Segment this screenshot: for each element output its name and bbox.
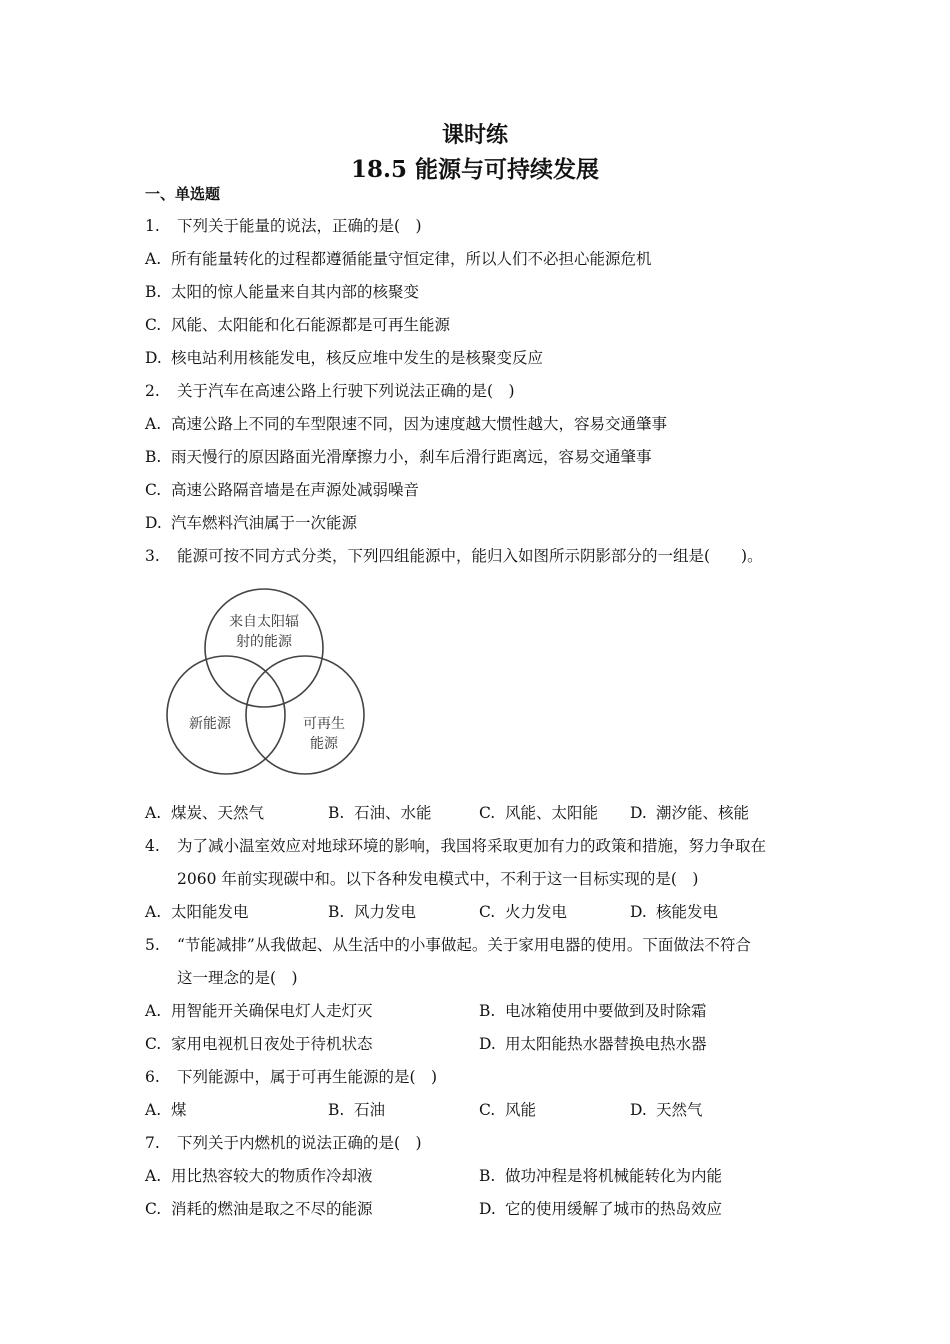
page-subtitle: 18.5 能源与可持续发展: [350, 156, 600, 183]
q3-option-d: D. 潮汐能、核能: [630, 804, 750, 822]
q6-option-c: C. 风能: [479, 1101, 537, 1119]
q7-option-c: C. 消耗的燃油是取之不尽的能源: [145, 1200, 373, 1218]
q5-option-c: C. 家用电视机日夜处于待机状态: [145, 1035, 373, 1053]
question-2: 2. 关于汽车在高速公路上行驶下列说法正确的是( ): [145, 382, 515, 400]
q4-option-a: A. 太阳能发电: [145, 903, 249, 921]
venn-label-top-1: 来自太阳辐: [229, 614, 299, 630]
venn-diagram: [160, 588, 370, 778]
q5-option-b: B. 电冰箱使用中要做到及时除霜: [479, 1002, 707, 1020]
venn-circle-new-energy: [167, 656, 285, 774]
venn-label-right-1: 可再生: [303, 716, 345, 732]
q1-option-b: B. 太阳的惊人能量来自其内部的核聚变: [145, 283, 420, 301]
q2-option-d: D. 汽车燃料汽油属于一次能源: [145, 514, 358, 532]
venn-circle-renewable: [246, 656, 364, 774]
section-heading: 一、单选题: [145, 185, 221, 203]
q6-option-b: B. 石油: [328, 1101, 386, 1119]
venn-label-left: 新能源: [189, 716, 231, 732]
q1-option-c: C. 风能、太阳能和化石能源都是可再生能源: [145, 316, 451, 334]
question-5: 5. “节能减排”从我做起、从生活中的小事做起。关于家用电器的使用。下面做法不符合: [145, 936, 751, 954]
q7-option-d: D. 它的使用缓解了城市的热岛效应: [479, 1200, 723, 1218]
q7-option-a: A. 用比热容较大的物质作冷却液: [145, 1167, 373, 1185]
q7-option-b: B. 做功冲程是将机械能转化为内能: [479, 1167, 723, 1185]
q2-option-c: C. 高速公路隔音墙是在声源处减弱噪音: [145, 481, 420, 499]
q3-option-c: C. 风能、太阳能: [479, 804, 599, 822]
q1-option-d: D. 核电站利用核能发电，核反应堆中发生的是核聚变反应: [145, 349, 544, 367]
q4-option-d: D. 核能发电: [630, 903, 719, 921]
venn-label-right-2: 能源: [310, 736, 338, 752]
question-5-continued: 这一理念的是( ): [177, 969, 298, 987]
question-6: 6. 下列能源中，属于可再生能源的是( ): [145, 1068, 438, 1086]
q3-option-a: A. 煤炭、天然气: [145, 804, 265, 822]
q6-option-a: A. 煤: [145, 1101, 187, 1119]
q4-option-c: C. 火力发电: [479, 903, 568, 921]
question-7: 7. 下列关于内燃机的说法正确的是( ): [145, 1134, 422, 1152]
q1-option-a: A. 所有能量转化的过程都遵循能量守恒定律，所以人们不必担心能源危机: [145, 250, 652, 268]
venn-label-top-2: 射的能源: [236, 634, 292, 650]
q3-option-b: B. 石油、水能: [328, 804, 432, 822]
q5-option-a: A. 用智能开关确保电灯人走灯灭: [145, 1002, 373, 1020]
q2-option-b: B. 雨天慢行的原因路面光滑摩擦力小，刹车后滑行距离远，容易交通肇事: [145, 448, 652, 466]
page-title: 课时练: [441, 122, 508, 148]
q6-option-d: D. 天然气: [630, 1101, 703, 1119]
question-3: 3. 能源可按不同方式分类，下列四组能源中，能归入如图所示阴影部分的一组是( )。: [145, 547, 763, 565]
question-4-continued: 2060 年前实现碳中和。以下各种发电模式中，不利于这一目标实现的是( ): [177, 870, 699, 888]
q2-option-a: A. 高速公路上不同的车型限速不同，因为速度越大惯性越大，容易交通肇事: [145, 415, 668, 433]
question-1: 1. 下列关于能量的说法，正确的是( ): [145, 217, 422, 235]
q4-option-b: B. 风力发电: [328, 903, 417, 921]
q5-option-d: D. 用太阳能热水器替换电热水器: [479, 1035, 707, 1053]
question-4: 4. 为了减小温室效应对地球环境的影响，我国将采取更加有力的政策和措施，努力争取在: [145, 837, 767, 855]
